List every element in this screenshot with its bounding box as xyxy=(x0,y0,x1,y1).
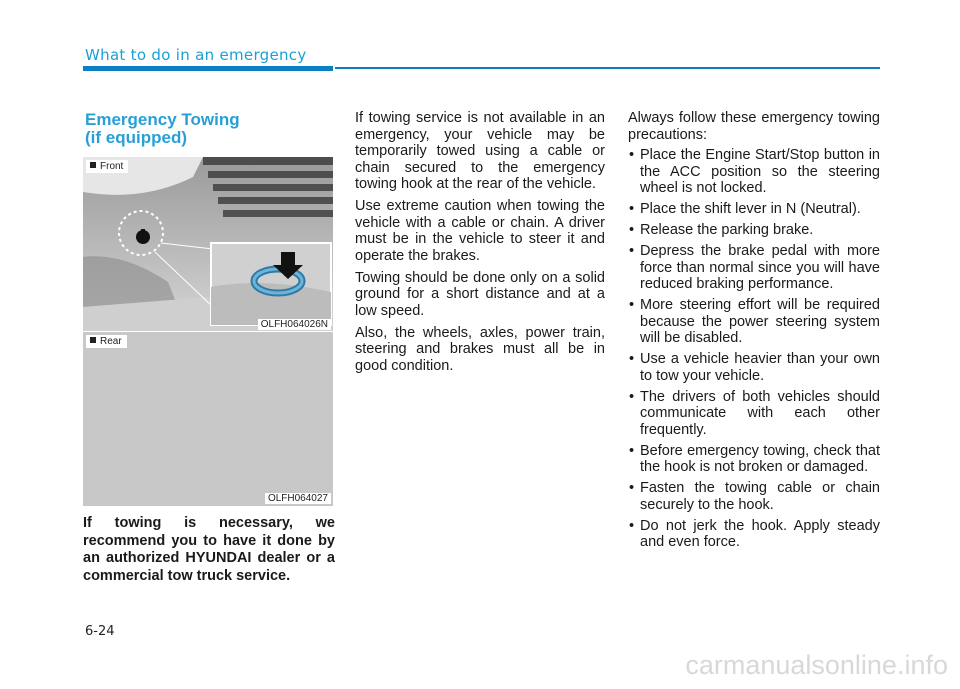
square-bullet-icon xyxy=(90,337,96,343)
watermark: carmanualsonline.info xyxy=(685,650,948,680)
list-item: • Fasten the towing cable or chain securely to the hook. xyxy=(628,480,880,513)
paragraph: If towing service is not available in an emergency, your vehicle may be temporarily towed using a cable or chain secured to the emergency towing hook at the rear of the vehicle. xyxy=(355,110,605,192)
list-item: • Before emergency towing, check that the hook is not broken or damaged. xyxy=(628,443,880,476)
section-title xyxy=(85,111,240,147)
rear-image-code: OLFH064027 xyxy=(265,493,331,504)
list-item: • Do not jerk the hook. Apply steady and even force. xyxy=(628,518,880,551)
dealer-recommendation: If towing is necessary, we recommend you to have it done by an authorized HYUNDAI dealer or a commercial tow truck service. xyxy=(83,515,335,584)
front-image-code: OLFH064026N xyxy=(258,319,331,330)
list-item: • Place the shift lever in N (Neutral). xyxy=(628,201,880,218)
front-towing-hook-image xyxy=(83,157,333,332)
list-item: • Depress the brake pedal with more force than normal since you will have reduced braking performance. xyxy=(628,243,880,293)
towing-info-column xyxy=(355,110,605,380)
list-item: • Use a vehicle heavier than your own to tow your vehicle. xyxy=(628,351,880,384)
rear-tag: Rear xyxy=(86,335,127,348)
list-item: • Place the Engine Start/Stop button in the ACC position so the steering wheel is not locked. xyxy=(628,147,880,197)
list-item: • Release the parking brake. xyxy=(628,222,880,239)
list-item: • More steering effort will be required because the power steering system will be disabled. xyxy=(628,297,880,347)
front-bumper-illustration xyxy=(83,157,333,332)
header-rule-thick xyxy=(83,66,333,71)
precautions-intro: Always follow these emergency towing precautions: xyxy=(628,110,880,143)
section-title-line2: (if equipped) xyxy=(85,128,187,147)
header-rule-thin xyxy=(335,67,880,69)
list-item: • The drivers of both vehicles should communicate with each other frequently. xyxy=(628,389,880,439)
precautions-column xyxy=(628,110,880,555)
paragraph: Also, the wheels, axles, power train, steering and brakes must all be in good condition. xyxy=(355,324,605,374)
precautions-list xyxy=(628,147,880,551)
page-number: 6-24 xyxy=(85,624,115,639)
section-title-line1: Emergency Towing xyxy=(85,110,240,129)
paragraph: Towing should be done only on a solid ground for a short distance and at a low speed. xyxy=(355,269,605,319)
square-bullet-icon xyxy=(90,162,96,168)
paragraph: Use extreme caution when towing the vehicle with a cable or chain. A driver must be in the vehicle to steer it and operate the brakes. xyxy=(355,198,605,264)
front-tag: Front xyxy=(86,160,128,173)
section-header-title: What to do in an emergency xyxy=(85,46,307,64)
rear-towing-hook-image xyxy=(83,332,333,506)
